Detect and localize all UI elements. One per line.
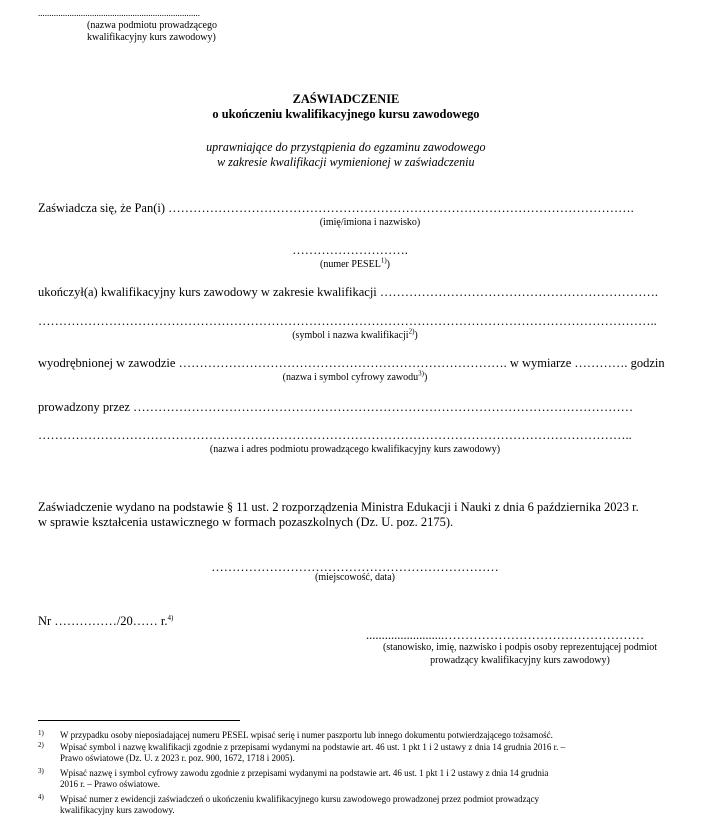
signature-dots: .........................…………………………………………	[366, 628, 645, 642]
footnote-mark-3: 3)	[38, 767, 44, 775]
place-date-dots: ……………………………………………………………	[211, 560, 499, 574]
signature-caption-line1: (stanowisko, imię, nazwisko i podpis osoby reprezentującej podmiot	[382, 642, 658, 653]
pesel-field-caption: (numer PESEL$^{1)}$)	[319, 256, 390, 270]
qualification-field-caption: (symbol i nazwa kwalifikacji$^{2)}$)	[292, 327, 418, 341]
header-dots: ........................................................................	[38, 8, 200, 18]
qualification-field-line: ukończył(a) kwalifikacyjny kurs zawodowy w zakresie kwalifikacji ………………………………………………………….	[38, 285, 659, 299]
footnote-ref-3: 3)	[418, 369, 424, 378]
pesel-field-dots: ……………………….	[292, 243, 408, 257]
legal-basis-line2: w sprawie kształcenia ustawicznego w formach pozaszkolnych (Dz. U. poz. 2175).	[38, 515, 454, 529]
signature-caption-line2: prowadzący kwalifikacyjny kurs zawodowy)	[430, 655, 610, 666]
footnote-4: Wpisać numer z ewidencji zaświadczeń o ukończeniu kwalifikacyjnego kursu zawodowego prowadzonej przez podmiot prowadzący kwalifikacyjny kurs zawodowy.	[60, 794, 540, 815]
footnote-mark-4: 4)	[38, 793, 44, 801]
profession-field-line: wyodrębnionej w zawodzie ……………………………………………………………………. w wymiarze …………. godzin	[38, 356, 665, 370]
provider-field-line: prowadzony przez …………………………………………………………………………………………………………	[38, 400, 634, 414]
purpose-line1: uprawniające do przystąpienia do egzaminu zawodowego	[206, 140, 486, 154]
header-caption-line2: kwalifikacyjny kurs zawodowy)	[87, 32, 216, 43]
certificate-number: Nr ……………/20…… r.$^{4)}$	[38, 613, 174, 628]
footnote-2: Wpisać symbol i nazwę kwalifikacji zgodnie z przepisami wydanymi na podstawie art. 46 ust. 1 pkt 1 i 2 ustawy z dnia 14 grudnia 2016 r. – Prawo oświatowe (Dz. U. z 2023 r. poz. 900, 1672, 1718 i 2005).	[60, 742, 566, 763]
footnote-separator	[38, 720, 240, 721]
footnote-ref-2: 2)	[408, 327, 415, 336]
legal-basis-line1: Zaświadczenie wydano na podstawie § 11 ust. 2 rozporządzenia Ministra Edukacji i Nauki z dnia 6 października 2023 r.	[38, 500, 639, 514]
footnote-mark-1: 1)	[38, 729, 44, 737]
footnote-ref-1: 1)	[380, 256, 387, 265]
name-field-caption: (imię/imiona i nazwisko)	[319, 217, 421, 228]
document-title: ZAŚWIADCZENIE	[292, 91, 400, 106]
name-field-line: Zaświadcza się, że Pan(i) ………………………………………………………………………………………………….	[38, 201, 634, 215]
provider-field-line2: ……………………………………………………………………………………………………………………………..	[38, 428, 632, 442]
footnote-ref-4: 4)	[167, 613, 174, 622]
document-subtitle: o ukończeniu kwalifikacyjnego kursu zawodowego	[212, 106, 480, 121]
qualification-field-line2: …………………………………………………………………………………………………………………………………..	[38, 314, 657, 328]
profession-field-caption: (nazwa i symbol cyfrowy zawodu$^{3)}$)	[282, 369, 428, 383]
purpose-line2: w zakresie kwalifikacji wymienionej w zaświadczeniu	[217, 155, 475, 169]
place-date-caption: (miejscowość, data)	[315, 572, 395, 583]
footnote-mark-2: 2)	[38, 741, 44, 749]
footnote-3: Wpisać nazwę i symbol cyfrowy zawodu zgodnie z przepisami wydanymi na podstawie art. 46 ust. 1 pkt 1 i 2 ustawy z dnia 14 grudnia 2016 r. – Prawo oświatowe.	[60, 768, 549, 789]
provider-field-caption: (nazwa i adres podmiotu prowadzącego kwalifikacyjny kurs zawodowy)	[209, 444, 501, 455]
footnote-1: W przypadku osoby nieposiadającej numeru PESEL wpisać serię i numer paszportu lub innego dokumentu potwierdzającego tożsamość.	[60, 730, 553, 740]
header-caption-line1: (nazwa podmiotu prowadzącego	[87, 20, 217, 31]
